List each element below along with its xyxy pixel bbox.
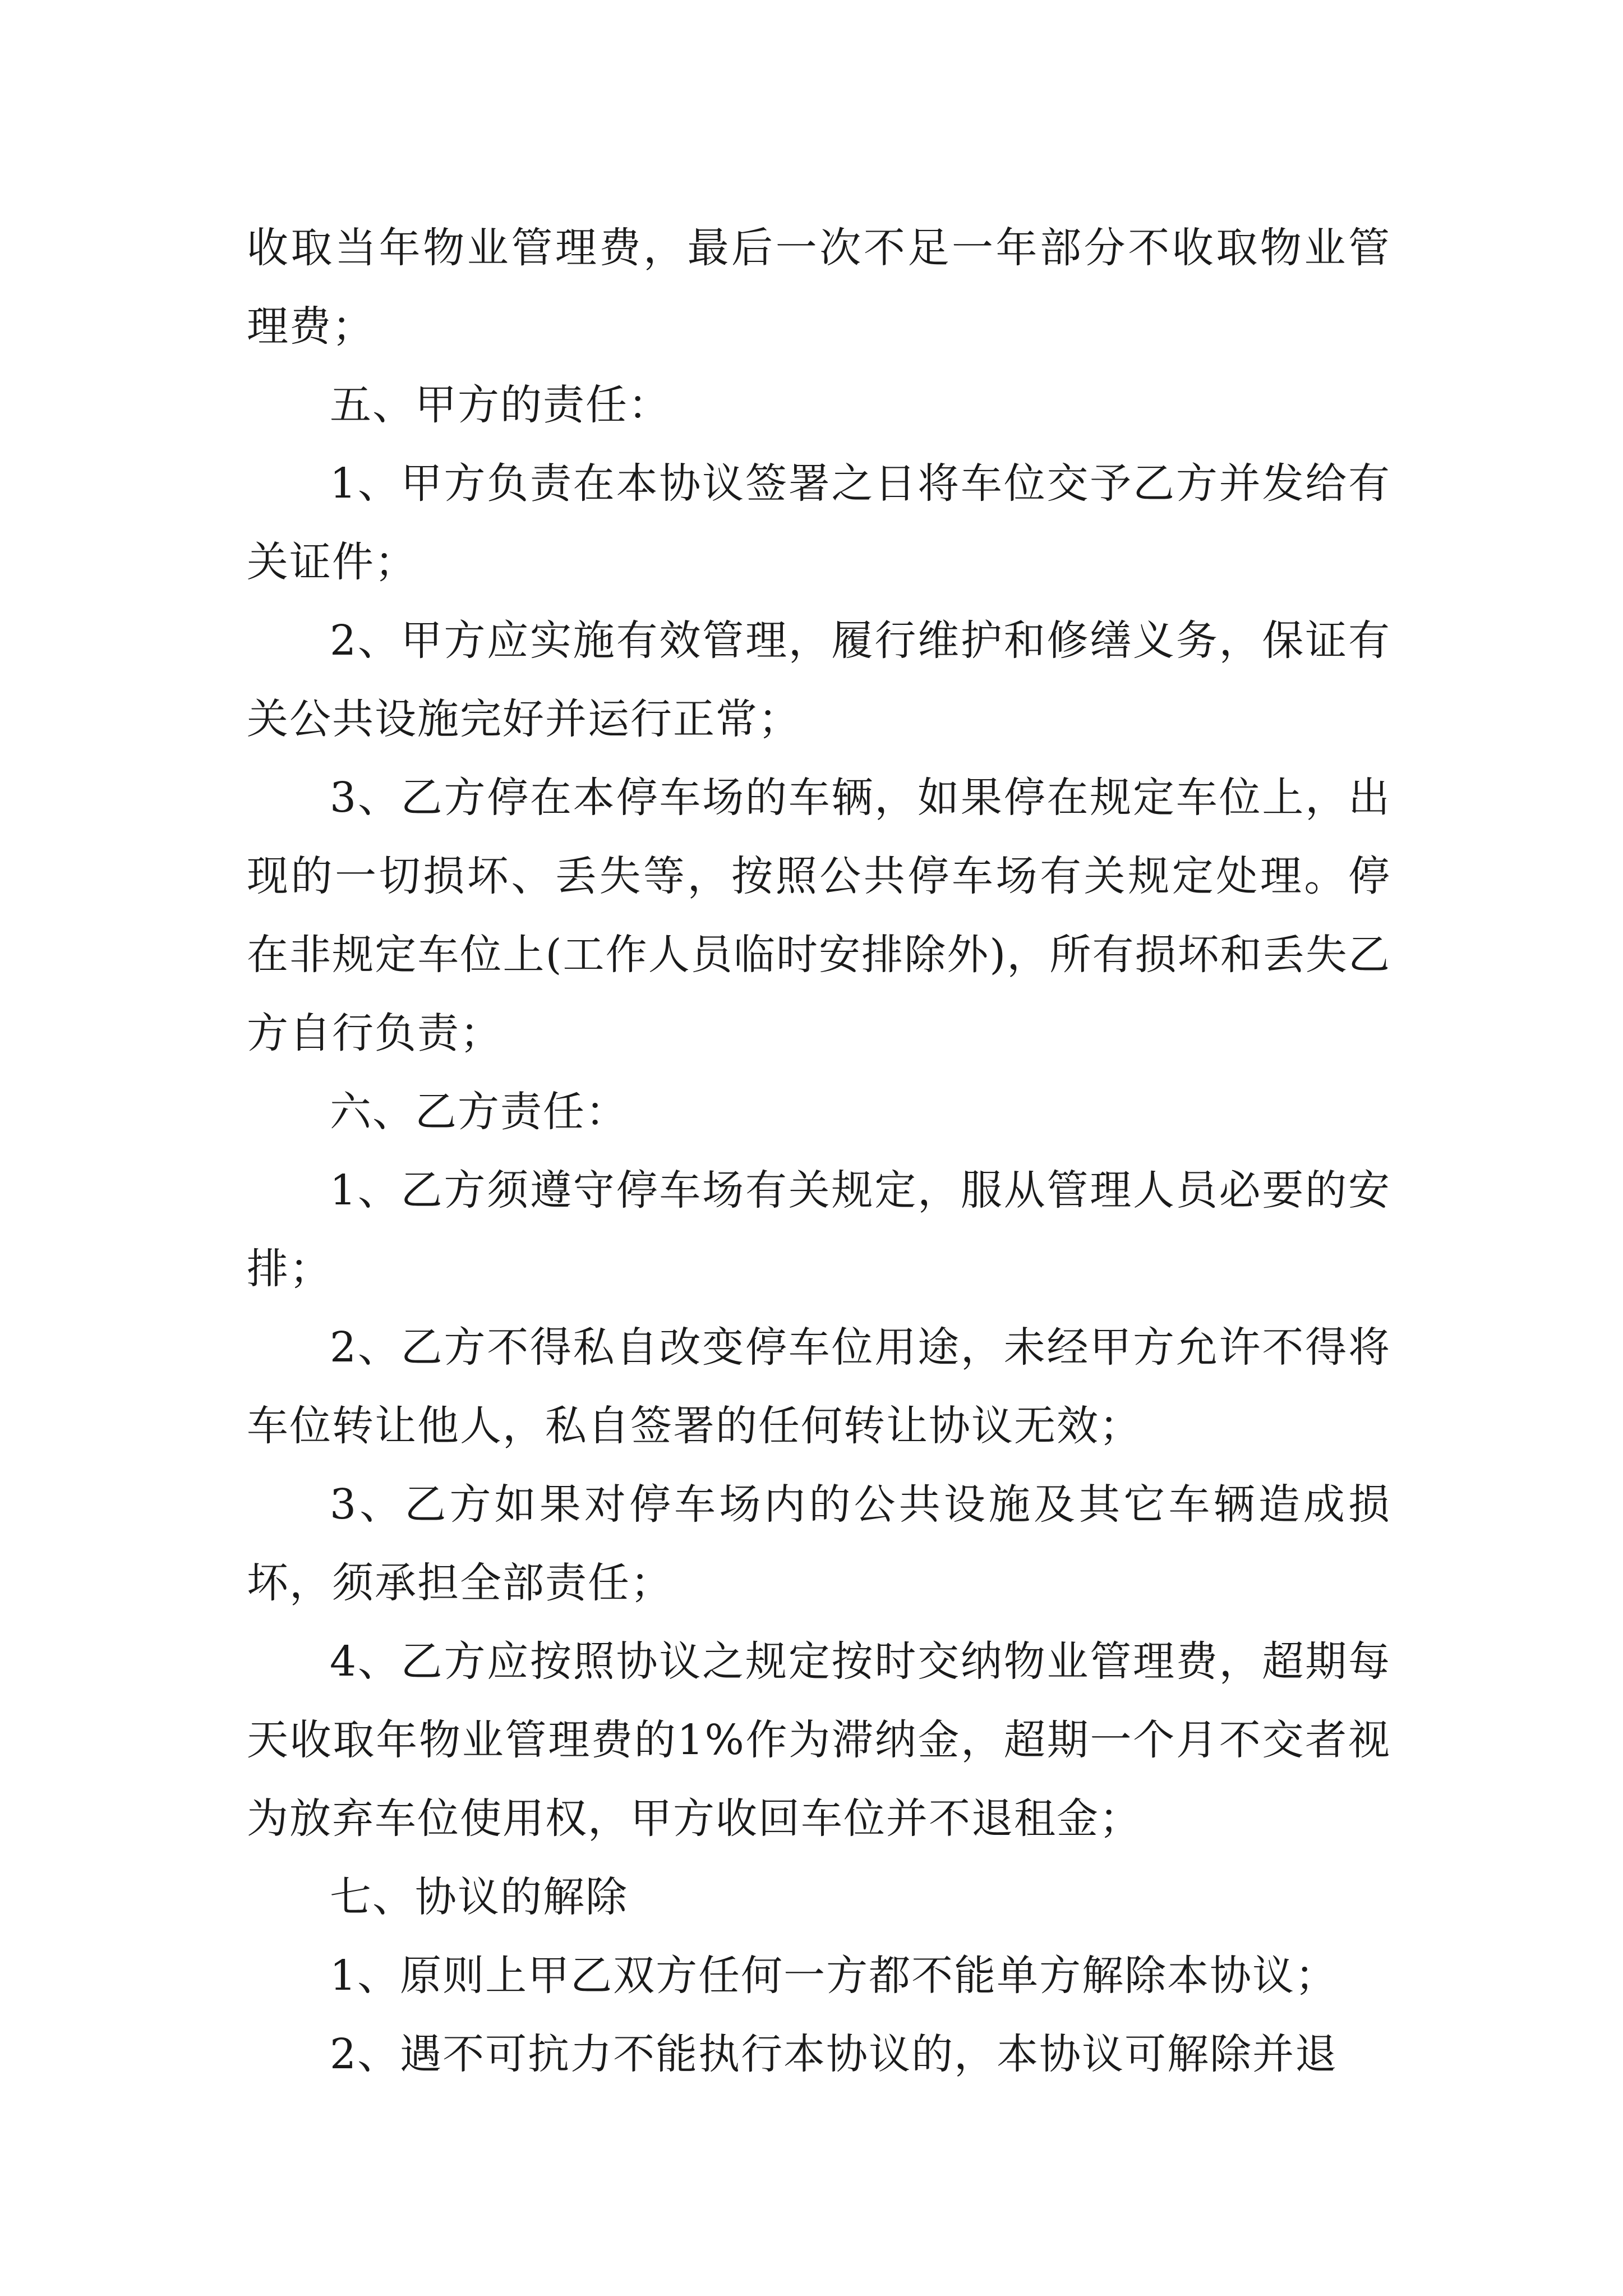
paragraph-party-b-item-2: 2、乙方不得私自改变停车位用途，未经甲方允许不得将车位转让他人，私自签署的任何转让协议无效；: [247, 1323, 1391, 1450]
paragraph-party-b-item-4: 4、乙方应按照协议之规定按时交纳物业管理费，超期每天收取年物业管理费的1%作为滞纳金，超期一个月不交者视为放弃车位使用权，甲方收回车位并不退租金；: [247, 1637, 1391, 1843]
section-heading-party-a-responsibility: 五、甲方的责任：: [330, 381, 671, 429]
paragraph-party-b-item-1: 1、乙方须遵守停车场有关规定，服从管理人员必要的安排；: [247, 1166, 1391, 1293]
section-heading-termination: 七、协议的解除: [330, 1873, 628, 1921]
section-heading-party-b-responsibility: 六、乙方责任：: [330, 1088, 628, 1136]
paragraph-party-a-item-3: 3、乙方停在本停车场的车辆，如果停在规定车位上，出现的一切损坏、丢失等，按照公共停车场有关规定处理。停在非规定车位上(工作人员临时安排除外)，所有损坏和丢失乙方自行负责；: [247, 774, 1391, 1057]
paragraph-party-a-item-2: 2、甲方应实施有效管理，履行维护和修缮义务，保证有关公共设施完好并运行正常；: [247, 616, 1391, 743]
document-body: [247, 209, 1391, 2093]
paragraph-party-b-item-3: 3、乙方如果对停车场内的公共设施及其它车辆造成损坏，须承担全部责任；: [247, 1480, 1391, 1607]
paragraph-termination-item-1: 1、原则上甲乙双方任何一方都不能单方解除本协议；: [330, 1952, 1338, 2000]
paragraph-party-a-item-1: 1、甲方负责在本协议签署之日将车位交予乙方并发给有关证件；: [247, 459, 1391, 586]
paragraph-termination-item-2: 2、遇不可抗力不能执行本协议的，本协议可解除并退: [330, 2030, 1338, 2078]
paragraph-fee-clause-continuation: 收取当年物业管理费，最后一次不足一年部分不收取物业管理费；: [247, 224, 1391, 351]
